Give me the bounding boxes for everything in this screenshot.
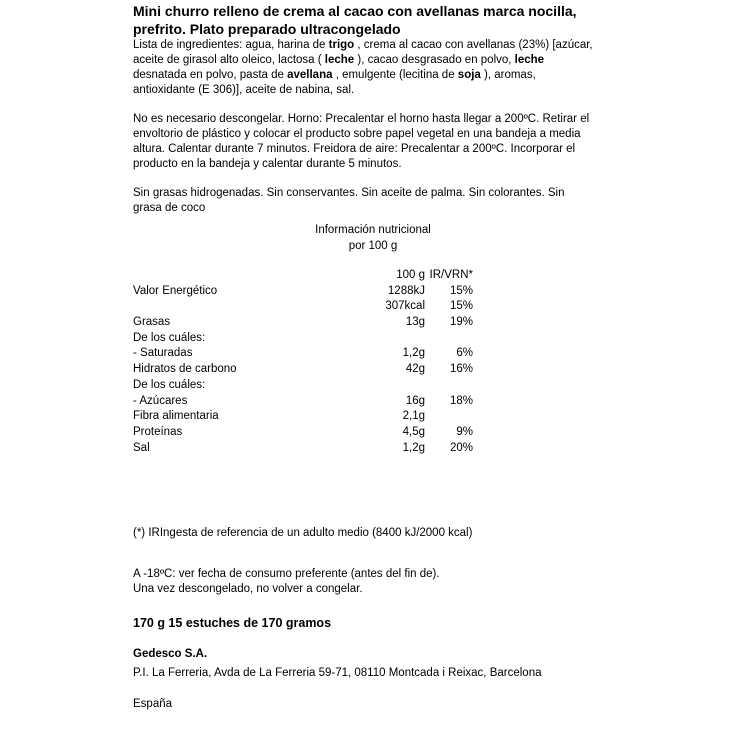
nutrient-label: Valor Energético xyxy=(133,284,218,297)
nutrient-value: 307kcal xyxy=(385,300,425,313)
nutrition-title: Información nutricional xyxy=(315,224,431,236)
nutrient-value xyxy=(381,331,425,347)
nutrition-header-row xyxy=(133,268,473,284)
nutrient-percent: 20% xyxy=(449,441,473,454)
nutrient-label: Grasas xyxy=(133,316,171,329)
product-claims: Sin grasas hidrogenadas. Sin conservantes. Sin aceite de palma. Sin colorantes. Sin grasa de coco xyxy=(133,187,565,214)
nutrient-percent: 18% xyxy=(449,394,473,407)
nutrient-percent: 16% xyxy=(449,363,473,376)
nutrient-percent: 15% xyxy=(449,300,473,313)
nutrient-value: 13g xyxy=(405,316,425,329)
ingredient-text: ), cacao desgrasado en polvo, xyxy=(354,54,515,66)
nutrient-value: 1,2g xyxy=(402,441,425,454)
nutrition-row xyxy=(133,425,473,441)
nutrient-label: De los cuáles: xyxy=(133,331,206,344)
nutrition-row xyxy=(133,378,473,394)
allergen-highlight: leche xyxy=(324,54,355,66)
ingredient-text: , emulgente (lecitina de xyxy=(332,69,458,81)
nutrient-label: Proteínas xyxy=(133,425,183,438)
nutrient-label xyxy=(133,299,381,315)
nutrient-percent: 6% xyxy=(456,347,473,360)
nutrient-value: 1,2g xyxy=(402,347,425,360)
nutrient-percent: 9% xyxy=(456,425,473,438)
nutrient-label: De los cuáles: xyxy=(133,378,206,391)
nutrient-value: 2,1g xyxy=(402,410,425,423)
nutrition-row xyxy=(133,315,473,331)
ingredient-text: ), aromas, antioxidante (E 306)], aceite de nabina, sal. xyxy=(133,69,536,96)
nutrient-label: - Saturadas xyxy=(133,347,193,360)
nutrient-value: 4,5g xyxy=(402,425,425,438)
product-title: Mini churro relleno de crema al cacao con avellanas marca nocilla, prefrito. Plato preparado ultracongelado xyxy=(133,3,577,37)
ingredient-text: , crema al cacao con avellanas (23%) [azúcar, aceite de girasol alto oleico, lactosa ( xyxy=(133,39,593,66)
nutrient-value: 16g xyxy=(405,394,425,407)
nutrition-heading xyxy=(133,222,593,254)
nutrient-percent: 19% xyxy=(449,316,473,329)
nutrient-percent xyxy=(425,409,473,425)
nutrition-row xyxy=(133,409,473,425)
allergen-highlight: avellana xyxy=(287,69,333,81)
nutrition-row xyxy=(133,331,473,347)
ingredient-text: desnatada en polvo, pasta de xyxy=(133,69,288,81)
storage-line-2: Una vez descongelado, no volver a congelar. xyxy=(133,583,363,596)
allergen-highlight: trigo xyxy=(328,39,355,51)
nutrient-percent xyxy=(425,331,473,347)
nutrition-per: por 100 g xyxy=(348,240,398,252)
allergen-highlight: soja xyxy=(457,69,481,81)
nutrient-value xyxy=(381,378,425,394)
nutrient-percent: 15% xyxy=(449,284,473,297)
nutrient-percent xyxy=(425,378,473,394)
company-name: Gedesco S.A. xyxy=(133,648,208,661)
company-address: P.I. La Ferreria, Avda de La Ferreria 59-71, 08110 Montcada i Reixac, Barcelona xyxy=(133,667,542,680)
nutrition-row xyxy=(133,346,473,362)
nutrient-label: Hidratos de carbono xyxy=(133,363,237,376)
nutrition-row xyxy=(133,441,473,457)
nutrient-label: - Azúcares xyxy=(133,394,188,407)
nutrition-row xyxy=(133,394,473,410)
nutrition-table xyxy=(133,268,473,456)
ingredients-list xyxy=(133,38,593,98)
nutrition-row xyxy=(133,284,473,300)
nutrition-footnote: (*) IRIngesta de referencia de un adulto medio (8400 kJ/2000 kcal) xyxy=(133,527,473,540)
nutrition-row xyxy=(133,362,473,378)
column-header-value: 100 g xyxy=(396,269,425,281)
nutrient-value: 1288kJ xyxy=(387,284,425,297)
country: España xyxy=(133,698,173,711)
nutrient-label: Sal xyxy=(133,441,150,454)
product-label xyxy=(133,2,593,712)
preparation-instructions: No es necesario descongelar. Horno: Precalentar el horno hasta llegar a 200ºC. Retirar el envoltorio de plástico y colocar el producto sobre papel vegetal en una bandeja a media altura. Calentar durante 7 minutos. Freidora de aire: Precalentar a 200ºC. Incorporar el producto en la bandeja y calentar durante 5 minutos. xyxy=(133,113,590,170)
column-header-percent: IR/VRN* xyxy=(429,269,473,281)
nutrient-value: 42g xyxy=(405,363,425,376)
nutrient-label: Fibra alimentaria xyxy=(133,410,219,423)
nutrition-row xyxy=(133,299,473,315)
allergen-highlight: leche xyxy=(514,54,545,66)
ingredient-text: Lista de ingredientes: agua, harina de xyxy=(133,39,329,51)
net-quantity: 170 g 15 estuches de 170 gramos xyxy=(133,616,332,631)
storage-line-1: A -18ºC: ver fecha de consumo preferente (antes del fin de). xyxy=(133,568,440,581)
